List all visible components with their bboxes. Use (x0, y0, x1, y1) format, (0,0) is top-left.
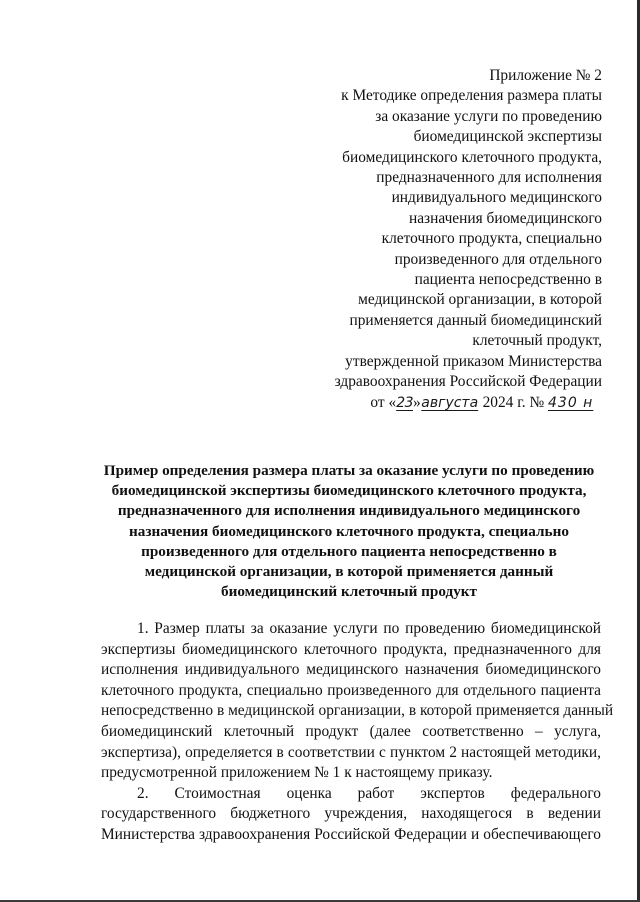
title-line-1: биомедицинской экспертизы биомедицинского клеточного продукта, (111, 482, 587, 500)
appendix-line-3: биомедицинской экспертизы (413, 128, 602, 146)
paragraph-1 (101, 619, 614, 784)
appendix-line-4: биомедицинского клеточного продукта, (342, 148, 602, 166)
appendix-line-2: за оказание услуги по проведению (375, 107, 602, 125)
appendix-line-12: применяется данный биомедицинский (349, 311, 602, 329)
appendix-line-7: назначения биомедицинского (408, 209, 602, 227)
appendix-line-0: Приложение № 2 (489, 67, 602, 84)
appendix-line-15: здравоохранения Российской Федерации (334, 373, 602, 391)
order-date-line (302, 393, 602, 413)
handwritten-day: 23 (396, 394, 414, 411)
paragraph-1-line-0: 1. Размер платы за оказание услуги по проведению биомедицинской (137, 620, 601, 637)
appendix-line-6: индивидуального медицинского (391, 189, 602, 207)
document-title (86, 461, 612, 602)
title-line-3: назначения биомедицинского клеточного продукта, специально (129, 522, 569, 540)
handwritten-order-number: 430 н (548, 394, 594, 411)
paragraph-1-line-5: биомедицинский клеточный продукт (далее соответственно – услуга, (101, 722, 601, 740)
appendix-line-11: медицинской организации, в которой (358, 291, 602, 309)
paragraph-2-line-1: государственного бюджетного учреждения, находящегося в ведении (101, 805, 601, 823)
appendix-line-1: к Методике определения размера платы (341, 87, 602, 105)
paragraph-2-line-2: Министерства здравоохранения Российской Федерации и обеспечивающего (101, 825, 601, 843)
paragraph-2 (101, 784, 601, 846)
title-line-6: биомедицинский клеточный продукт (220, 583, 478, 601)
paragraph-1-line-4: непосредственно в медицинской организации, в которой применяется данный (101, 702, 614, 720)
appendix-line-8: клеточного продукта, специально (381, 230, 602, 248)
appendix-line-14: утвержденной приказом Министерства (345, 352, 602, 370)
date-prefix: от « (370, 393, 397, 411)
handwritten-month: августа (421, 394, 479, 411)
paragraph-2-line-0: 2. Стоимостная оценка работ экспертов федерального (137, 784, 601, 802)
paragraph-1-line-3: клеточного продукта, специально произведенного для отдельного пациента (101, 681, 601, 699)
paragraph-1-line-2: исполнения индивидуального медицинского назначения биомедицинского (101, 661, 601, 679)
date-mid: » (413, 393, 421, 411)
appendix-line-5: предназначенного для исполнения (376, 169, 602, 187)
paragraph-1-line-1: экспертизы биомедицинского клеточного продукта, предназначенного для (101, 640, 601, 658)
paragraph-1-line-7: предусмотренной приложением № 1 к настоящему приказу. (101, 764, 493, 782)
paragraph-1-line-6: экспертиза), определяется в соответствии с пунктом 2 настоящей методики, (101, 743, 601, 761)
title-line-2: предназначенного для исполнения индивидуального медицинского (117, 502, 581, 520)
appendix-line-13: клеточный продукт, (472, 332, 602, 350)
appendix-line-10: пациента непосредственно в (414, 271, 602, 289)
date-year: 2024 г. № (478, 393, 548, 411)
document-body (101, 619, 614, 846)
appendix-line-9: произведенного для отдельного (394, 250, 602, 268)
title-line-4: произведенного для отдельного пациента непосредственно в (141, 542, 557, 560)
title-line-0: Пример определения размера платы за оказание услуги по проведению (103, 462, 595, 479)
title-line-5: медицинской организации, в которой применяется данный (144, 563, 554, 581)
appendix-header (302, 66, 602, 413)
